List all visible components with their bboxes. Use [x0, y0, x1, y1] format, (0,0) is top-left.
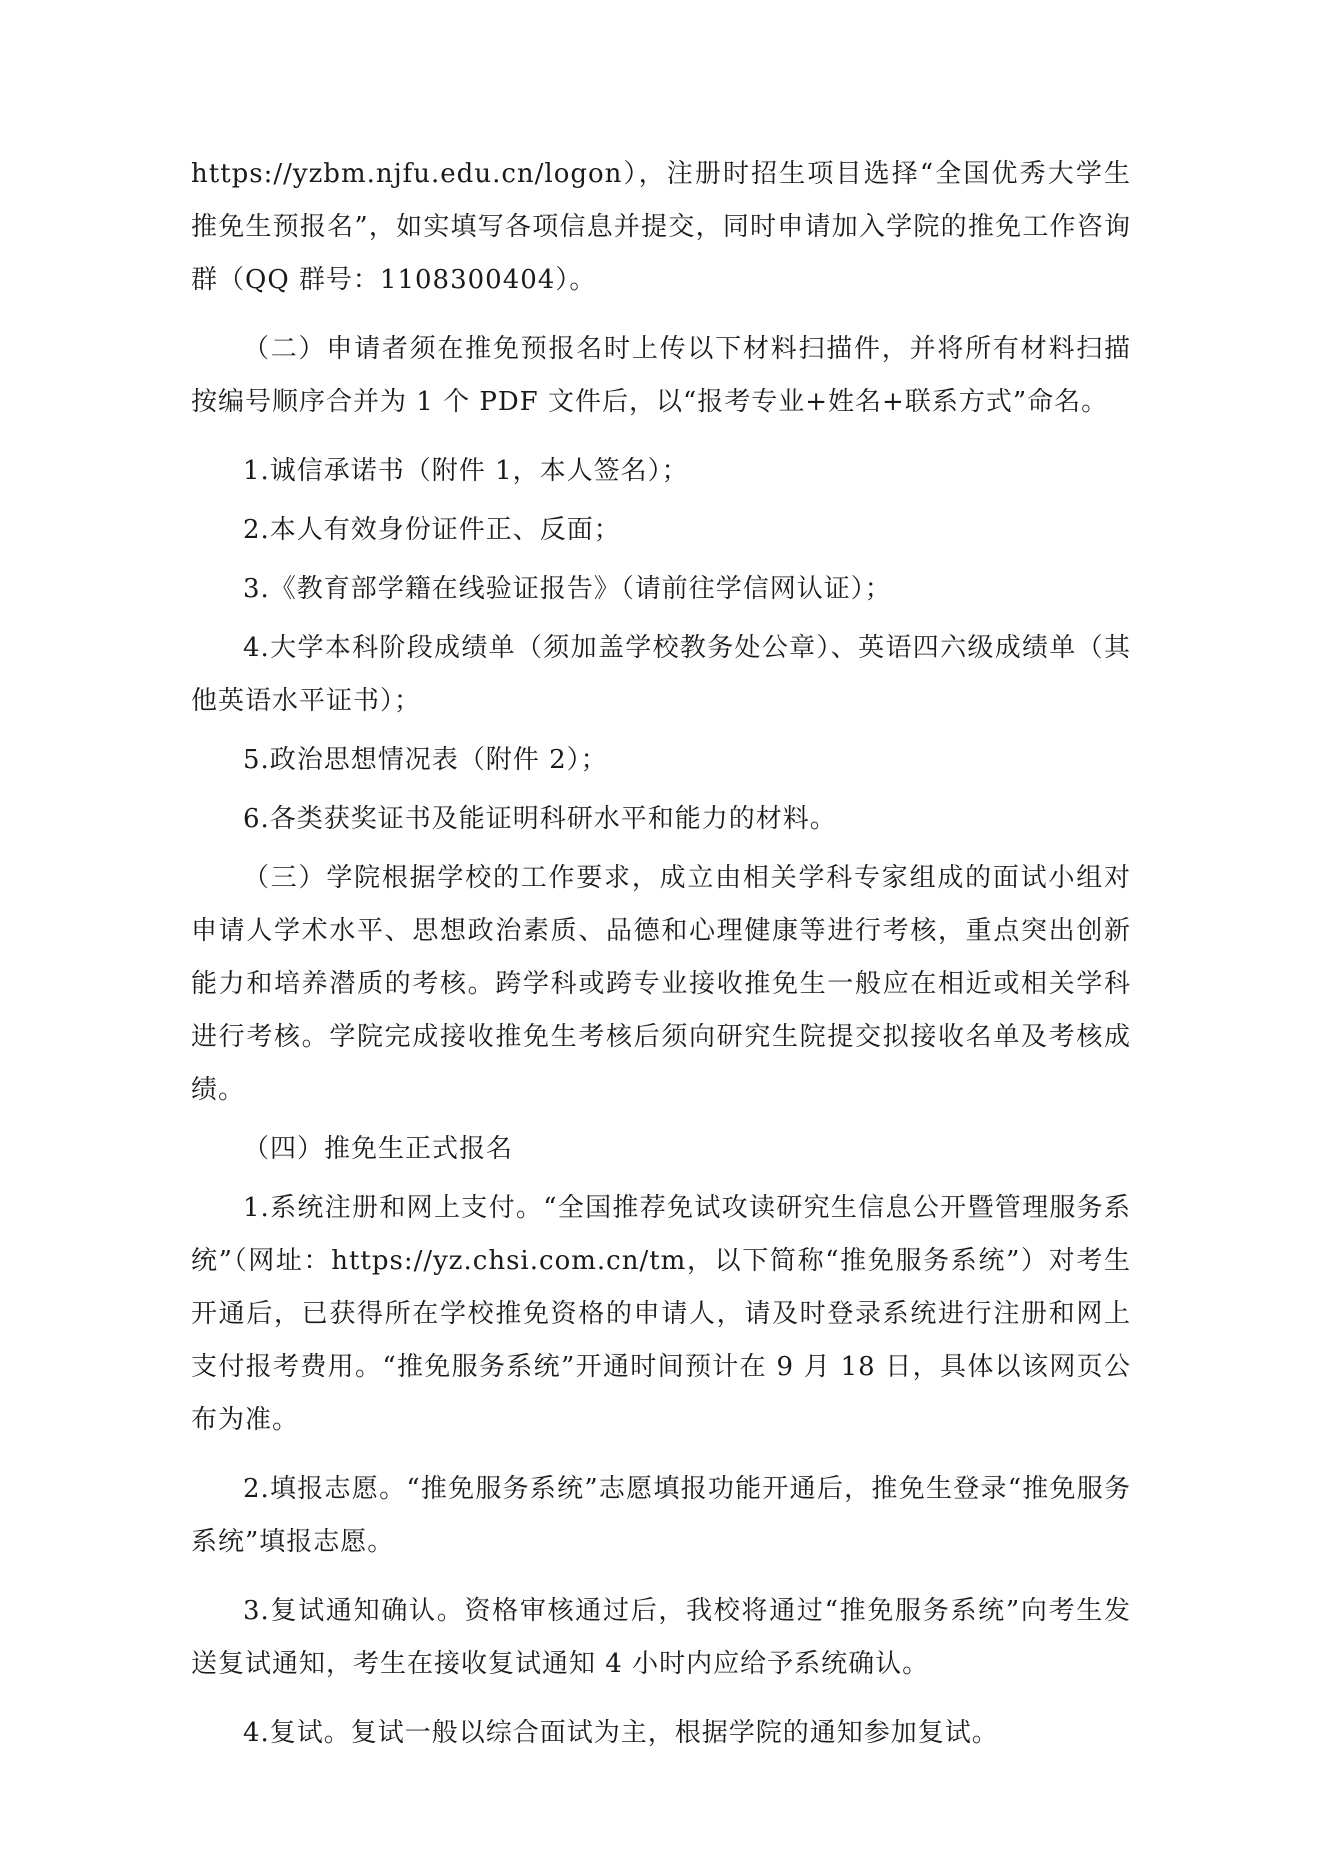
- list-item-material-1: 1.诚信承诺书（附件 1，本人签名）；: [243, 456, 689, 486]
- list-item-step-1: 1.系统注册和网上支付。“全国推荐免试攻读研究生信息公开暨管理服务系统”（网址：https://yz.chsi.com.cn/tm，以下简称“推免服务系统”）对考生开通后，已获得所在学校推免资格的申请人，请及时登录系统进行注册和网上支付报考费用。“推免服务系统”开通时间预计在 9 月 18 日，具体以该网页公布为准。: [191, 1193, 1131, 1435]
- list-item-material-5: 5.政治思想情况表（附件 2）；: [243, 745, 608, 775]
- paragraph-section-2: （二）申请者须在推免预报名时上传以下材料扫描件，并将所有材料扫描按编号顺序合并为 1 个 PDF 文件后，以“报考专业+姓名+联系方式”命名。: [191, 334, 1131, 417]
- list-item-step-3: 3.复试通知确认。资格审核通过后，我校将通过“推免服务系统”向考生发送复试通知，考生在接收复试通知 4 小时内应给予系统确认。: [191, 1596, 1131, 1679]
- list-item-material-4: 4.大学本科阶段成绩单（须加盖学校教务处公章）、英语四六级成绩单（其他英语水平证书）；: [191, 633, 1131, 716]
- paragraph-registration-link: https://yzbm.njfu.edu.cn/logon），注册时招生项目选择“全国优秀大学生推免生预报名”，如实填写各项信息并提交，同时申请加入学院的推免工作咨询群（QQ 群号：1108300404）。: [191, 159, 1131, 295]
- list-item-step-2: 2.填报志愿。“推免服务系统”志愿填报功能开通后，推免生登录“推免服务系统”填报志愿。: [191, 1474, 1131, 1557]
- section-heading-4: （四）推免生正式报名: [243, 1134, 514, 1164]
- list-item-step-4: 4.复试。复试一般以综合面试为主，根据学院的通知参加复试。: [243, 1718, 999, 1748]
- paragraph-section-3: （三）学院根据学校的工作要求，成立由相关学科专家组成的面试小组对申请人学术水平、思想政治素质、品德和心理健康等进行考核，重点突出创新能力和培养潜质的考核。跨学科或跨专业接收推免生一般应在相近或相关学科进行考核。学院完成接收推免生考核后须向研究生院提交拟接收名单及考核成绩。: [191, 863, 1131, 1105]
- list-item-material-3: 3.《教育部学籍在线验证报告》（请前往学信网认证）；: [243, 574, 892, 604]
- list-item-material-2: 2.本人有效身份证件正、反面；: [243, 515, 621, 545]
- list-item-material-6: 6.各类获奖证书及能证明科研水平和能力的材料。: [243, 804, 837, 834]
- document-page: [191, 148, 1131, 1776]
